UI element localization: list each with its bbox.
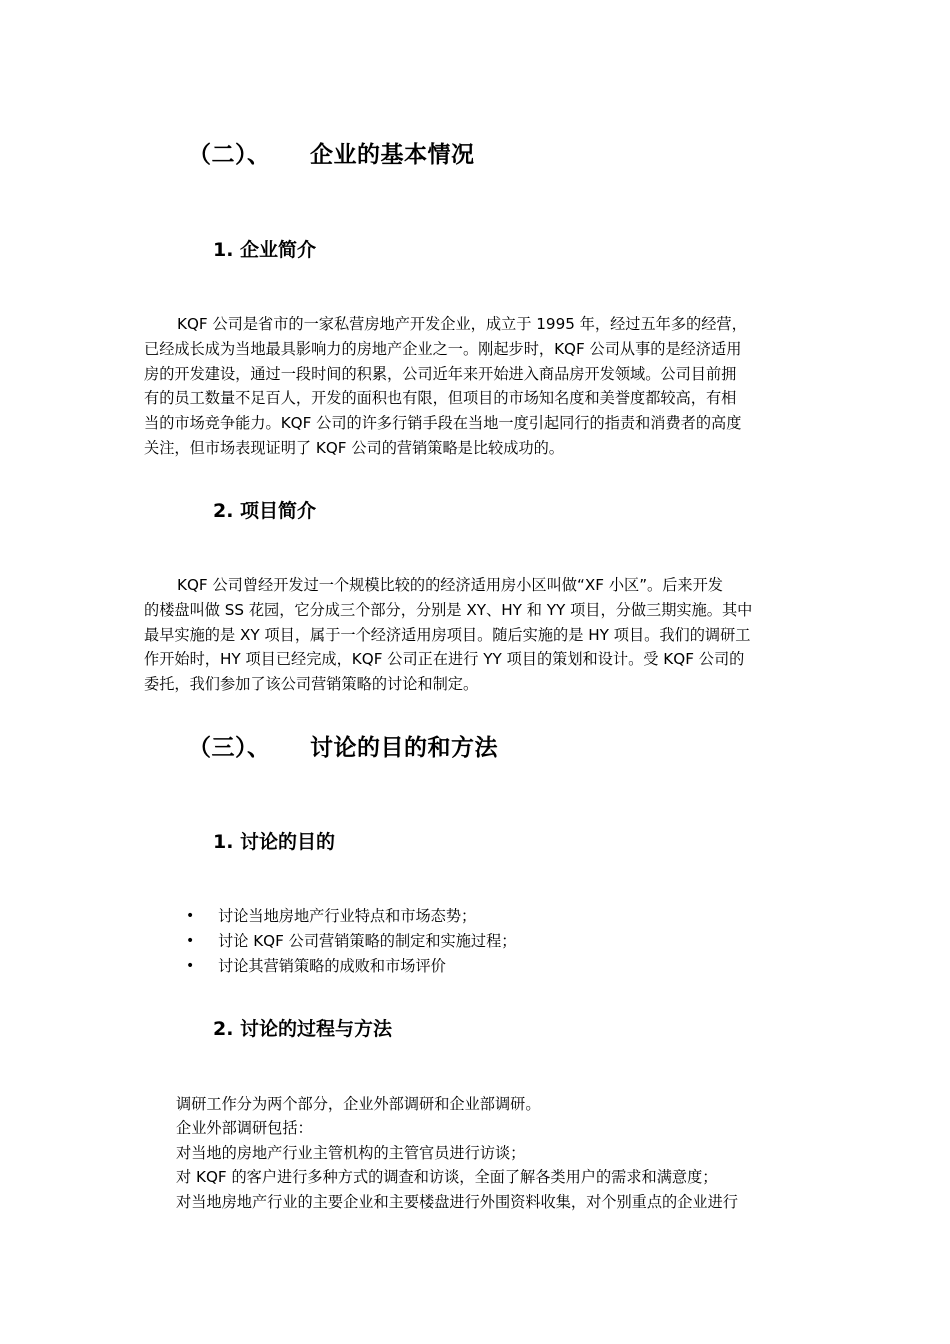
paragraph-line: 调研工作分为两个部分，企业外部调研和企业部调研。 (176, 1095, 541, 1113)
list-item-text: 讨论其营销策略的成败和市场评价 (218, 957, 446, 975)
bullet-icon: • (186, 908, 195, 924)
list-item (186, 954, 517, 979)
paragraph-line: 对当地的房地产行业主管机构的主管官员进行访谈； (176, 1143, 526, 1162)
paragraph-line: 已经成长成为当地最具影响力的房地产企业之一。刚起步时，KQF 公司从事的是经济适用 (144, 339, 742, 358)
paragraph-line: 关注，但市场表现证明了 KQF 公司的营销策略是比较成功的。 (144, 438, 564, 457)
section-heading-enterprise (188, 136, 475, 169)
paragraph-line: 对 KQF 的客户进行多种方式的调查和访谈，全面了解各类用户的需求和满意度； (176, 1168, 718, 1187)
list-item-text: 讨论当地房地产行业特点和市场态势； (218, 907, 477, 925)
paragraph-process-methods (176, 1092, 738, 1214)
subheading-discussion-process: 2. 讨论的过程与方法 (213, 1018, 393, 1040)
subheading-company-intro: 1. 企业简介 (213, 239, 317, 261)
section-heading-discussion (188, 729, 498, 762)
paragraph-company-intro (144, 312, 807, 461)
bullet-icon: • (186, 933, 195, 949)
section-number: （三）、 (188, 735, 271, 761)
list-item (186, 904, 517, 929)
subheading-project-intro: 2. 项目简介 (213, 500, 317, 522)
paragraph-line: KQF 公司曾经开发过一个规模比较的的经济适用房小区叫做“XF 小区”。后来开发 (177, 576, 723, 594)
list-item (186, 929, 517, 954)
paragraph-line: 的楼盘叫做 SS 花园，它分成三个部分，分别是 XY、HY 和 YY 项目，分做三期实施。其中 (144, 600, 753, 619)
paragraph-line: KQF 公司是省市的一家私营房地产开发企业，成立于 1995 年，经过五年多的经营， (177, 315, 747, 333)
paragraph-line: 当的市场竞争能力。KQF 公司的许多行销手段在当地一度引起同行的指责和消费者的高度 (144, 414, 742, 433)
paragraph-line: 最早实施的是 XY 项目，属于一个经济适用房项目。随后实施的是 HY 项目。我们的调研工 (144, 625, 751, 644)
purpose-bullet-list (186, 904, 517, 979)
list-item-text: 讨论 KQF 公司营销策略的制定和实施过程； (218, 932, 517, 950)
section-title: 企业的基本情况 (310, 142, 475, 168)
paragraph-project-intro (144, 573, 807, 697)
paragraph-line: 作开始时，HY 项目已经完成，KQF 公司正在进行 YY 项目的策划和设计。受 KQF 公司的 (144, 650, 745, 669)
subheading-discussion-purpose: 1. 讨论的目的 (213, 831, 336, 853)
paragraph-line: 委托，我们参加了该公司营销策略的讨论和制定。 (144, 675, 479, 694)
paragraph-line: 企业外部调研包括： (176, 1119, 313, 1138)
paragraph-line: 对当地房地产行业的主要企业和主要楼盘进行外围资料收集，对个别重点的企业进行 (176, 1192, 738, 1211)
paragraph-line: 房的开发建设，通过一段时间的积累，公司近年来开始进入商品房开发领域。公司目前拥 (144, 364, 737, 383)
section-title: 讨论的目的和方法 (310, 735, 498, 761)
section-number: （二）、 (188, 142, 271, 168)
bullet-icon: • (186, 958, 195, 974)
paragraph-line: 有的员工数量不足百人，开发的面积也有限，但项目的市场知名度和美誉度都较高，有相 (144, 389, 737, 408)
